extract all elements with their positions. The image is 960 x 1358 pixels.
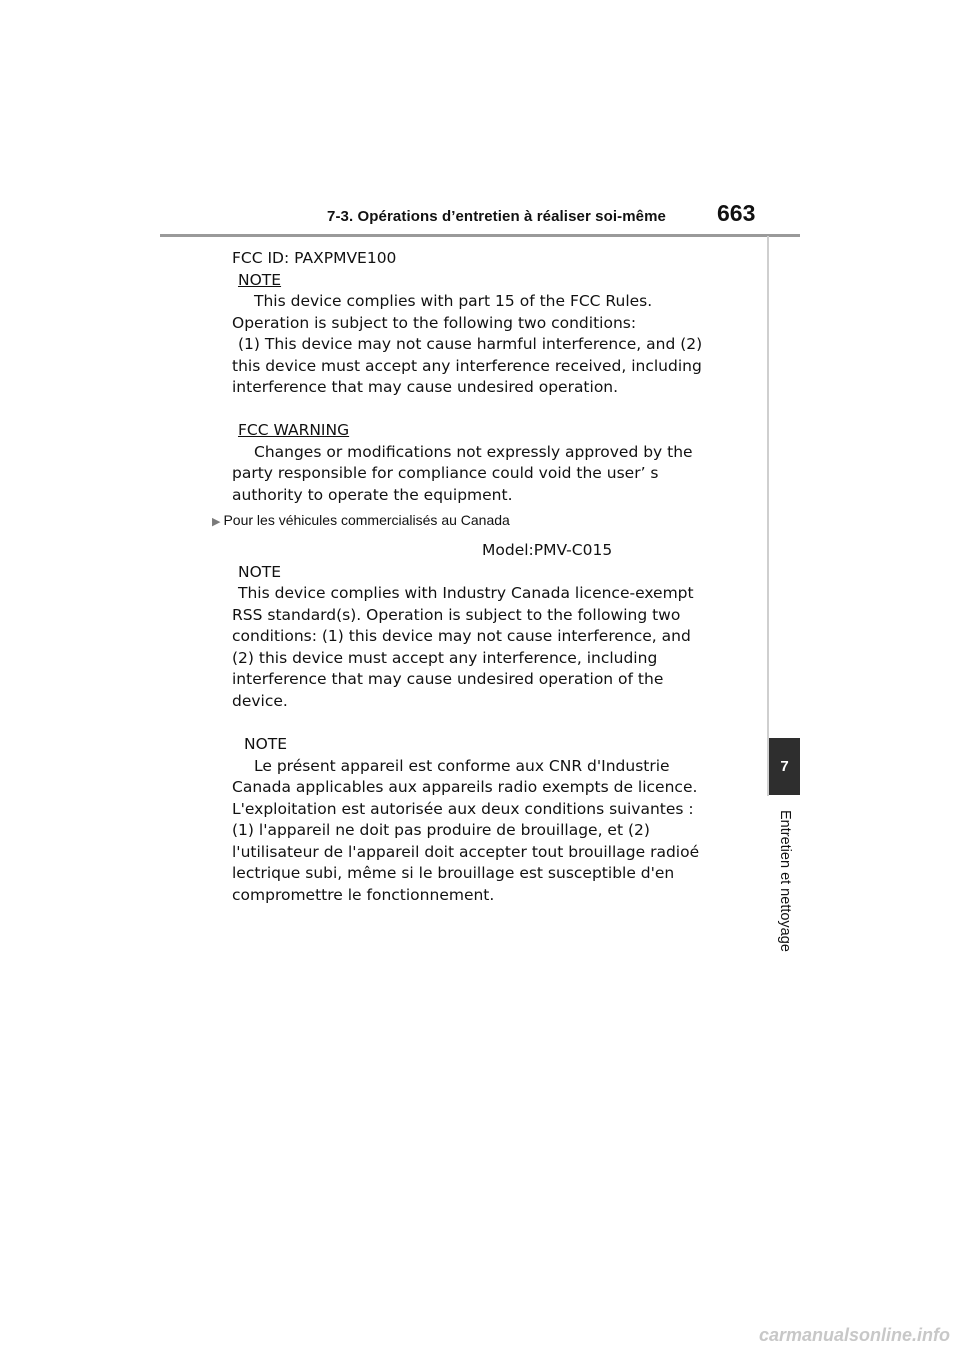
canada-fr-line: (1) l'appareil ne doit pas produire de brouillage, et (2): [232, 821, 650, 839]
chapter-label: Entretien et nettoyage: [777, 810, 793, 952]
canada-en-line: (2) this device must accept any interference, including: [232, 648, 658, 667]
canada-fr-line: l'utilisateur de l'appareil doit accepter tout brouillage radioé: [232, 842, 700, 861]
fcc-note-line: this device must accept any interference received, including: [232, 356, 702, 375]
canada-en-line: device.: [232, 691, 288, 710]
canada-en-line: RSS standard(s). Operation is subject to the following two: [232, 605, 681, 624]
canada-notice-en: [232, 540, 732, 712]
header-divider: [160, 234, 800, 237]
fcc-note-line: Operation is subject to the following two conditions:: [232, 313, 637, 332]
canada-bullet-item: [212, 512, 510, 528]
canada-fr-line: Le présent appareil est conforme aux CNR d'Industrie: [254, 756, 670, 775]
fcc-warning: [232, 420, 732, 506]
canada-fr-line: L'exploitation est autorisée aux deux conditions suivantes :: [232, 799, 694, 818]
fcc-note-line: interference that may cause undesired operation.: [232, 378, 619, 396]
fcc-warning-line: authority to operate the equipment.: [232, 485, 513, 504]
page-number: 663: [717, 200, 756, 226]
side-divider: [767, 236, 769, 796]
canada-notice-fr: [232, 734, 732, 906]
canada-fr-line: Canada applicables aux appareils radio exempts de licence.: [232, 778, 698, 796]
fcc-warning-heading: FCC WARNING: [238, 421, 350, 439]
canada-en-note-heading: NOTE: [238, 562, 282, 581]
fcc-id: FCC ID: PAXPMVE100: [232, 249, 397, 267]
model-label: Model:PMV-C015: [482, 541, 613, 559]
section-title: 7-3. Opérations d’entretien à réaliser soi-même: [327, 208, 666, 225]
canada-fr-line: lectrique subi, même si le brouillage est susceptible d'en: [232, 864, 675, 882]
canada-bullet-text: Pour les véhicules commercialisés au Canada: [223, 512, 510, 528]
canada-fr-line: compromettre le fonctionnement.: [232, 885, 495, 904]
chapter-tab: 7: [769, 738, 800, 795]
fcc-note-heading: NOTE: [238, 270, 282, 289]
canada-en-line: This device complies with Industry Canada licence-exempt: [238, 584, 694, 602]
fcc-warning-line: Changes or modifications not expressly approved by the: [254, 442, 693, 461]
fcc-note-line: This device complies with part 15 of the FCC Rules.: [254, 292, 653, 310]
triangle-bullet-icon: ▶: [212, 516, 221, 528]
fcc-notice: [232, 248, 732, 399]
canada-en-line: interference that may cause undesired operation of the: [232, 670, 664, 688]
canada-en-line: conditions: (1) this device may not cause interference, and: [232, 627, 691, 645]
fcc-note-line: (1) This device may not cause harmful interference, and (2): [238, 335, 703, 353]
canada-fr-note-heading: NOTE: [244, 735, 288, 753]
fcc-warning-line: party responsible for compliance could void the user’ s: [232, 464, 659, 482]
footer-watermark: carmanualsonline.info: [758, 1325, 950, 1345]
